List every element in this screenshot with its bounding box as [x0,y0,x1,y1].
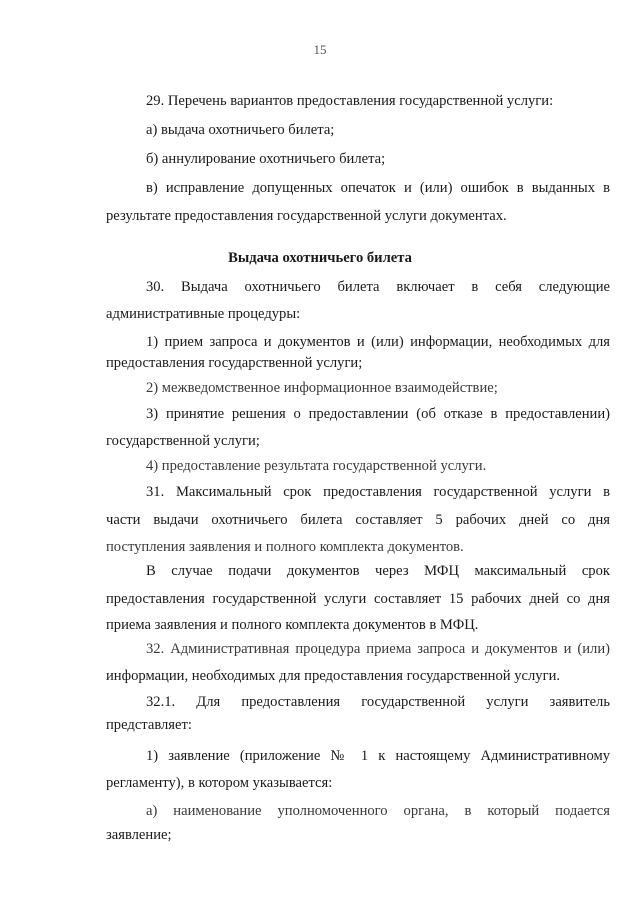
paragraph-line: 4) предоставление результата государственной услуги. [146,458,487,474]
paragraph-line: предоставления государственной услуги составляет 15 рабочих дней со дня [106,591,610,607]
paragraph-line: 2) межведомственное информационное взаимодействие; [146,380,498,396]
paragraph-line: предоставления государственной услуги; [106,355,363,371]
section-heading: Выдача охотничьего билета [228,250,412,266]
paragraph-line: административные процедуры: [106,306,301,322]
paragraph-line: регламенту), в котором указывается: [106,775,333,791]
paragraph-line: в) исправление допущенных опечаток и (или) ошибок в выданных в [146,180,610,196]
paragraph-line: результате предоставления государственной услуги документах. [106,208,507,224]
paragraph-line: 32. Административная процедура приема запроса и документов и (или) [146,641,610,657]
paragraph-line: 1) прием запроса и документов и (или) информации, необходимых для [146,334,610,350]
paragraph-line: а) наименование уполномоченного органа, в который подается [146,803,610,819]
paragraph-line: части выдачи охотничьего билета составляет 5 рабочих дней со дня [106,512,610,528]
paragraph-line: 30. Выдача охотничьего билета включает в себя следующие [146,279,610,295]
paragraph-line: государственной услуги; [106,433,260,449]
paragraph-line: 31. Максимальный срок предоставления государственной услуги в [146,484,610,500]
paragraph-line: б) аннулирование охотничьего билета; [146,151,386,167]
paragraph-line: 29. Перечень вариантов предоставления государственной услуги: [146,93,554,109]
paragraph-line: информации, необходимых для предоставления государственной услуги. [106,668,561,684]
paragraph-line: приема заявления и полного комплекта документов в МФЦ. [106,617,479,633]
paragraph-line: 32.1. Для предоставления государственной услуги заявитель [146,694,610,710]
paragraph-line: представляет: [106,717,192,733]
paragraph-line: заявление; [106,827,172,843]
page-number: 15 [313,42,327,57]
paragraph-line: 3) принятие решения о предоставлении (об отказе в предоставлении) [146,406,610,422]
paragraph-line: а) выдача охотничьего билета; [146,122,335,138]
paragraph-line: поступления заявления и полного комплекта документов. [106,539,464,555]
paragraph-line: 1) заявление (приложение № 1 к настоящему Административному [146,748,610,764]
paragraph-line: В случае подачи документов через МФЦ максимальный срок [146,563,610,579]
